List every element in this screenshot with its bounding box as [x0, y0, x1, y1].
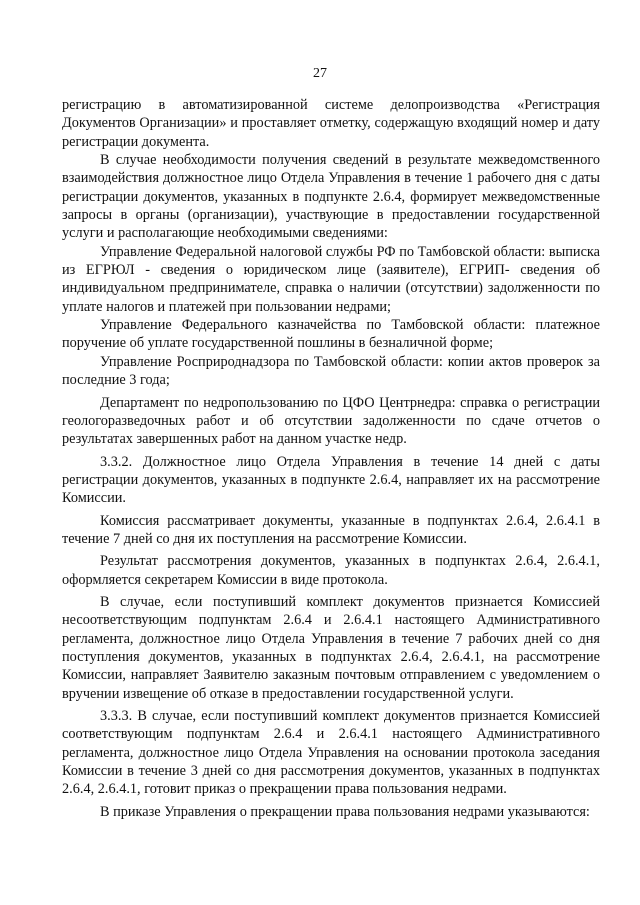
paragraph-3-3-3: 3.3.3. В случае, если поступивший комплект документов признается Комиссией соответствующим подпунктам 2.6.4 и 2.6.4.1 настоящего Административного регламента, должностное лицо Отдела Управления на основании протокола заседания Комиссии в течение 3 дней со дня рассмотрения документов, указанных в подпунктах 2.6.4, 2.6.4.1, готовит приказ о прекращении права пользования недрами. [62, 708, 600, 798]
paragraph-tsentrnedra: Департамент по недропользованию по ЦФО Центрнедра: справка о регистрации геологоразведочных работ и об отсутствии задолженности по сдаче отчетов о результатах завершенных работ на данном участке недр. [62, 394, 600, 448]
paragraph-rosprirodnadzor: Управление Росприроднадзора по Тамбовской области: копии актов проверок за последние 3 года; [62, 353, 600, 389]
paragraph-3-3-2: 3.3.2. Должностное лицо Отдела Управления в течение 14 дней с даты регистрации документов, указанных в подпункте 2.6.4, направляет их на рассмотрение Комиссии. [62, 453, 600, 507]
document-body [62, 96, 600, 821]
paragraph-commission-review: Комиссия рассматривает документы, указанные в подпунктах 2.6.4, 2.6.4.1 в течение 7 дней со дня их поступления на рассмотрение Комиссии. [62, 512, 600, 547]
paragraph-tax-service: Управление Федеральной налоговой службы РФ по Тамбовской области: выписка из ЕГРЮЛ - сведения о юридическом лице (заявителе), ЕГРИП- сведения об индивидуальном предпринимателе, справка о наличии (отсутствии) задолженности по уплате налогов и платежей при пользовании недрами; [62, 243, 600, 315]
paragraph-protocol: Результат рассмотрения документов, указанных в подпунктах 2.6.4, 2.6.4.1, оформляется секретарем Комиссии в виде протокола. [62, 553, 600, 588]
page-number: 27 [313, 66, 327, 81]
paragraph-refusal: В случае, если поступивший комплект документов признается Комиссией несоответствующим подпунктам 2.6.4 и 2.6.4.1 настоящего Административного регламента, должностное лицо Отдела Управления в течение 7 рабочих дней со дня поступления документов, указанных в подпунктах 2.6.4, 2.6.4.1, на рассмотрение Комиссии, направляет Заявителю заказным почтовым отправлением с уведомлением о вручении извещение об отказе в предоставлении государственной услуги. [62, 593, 600, 702]
paragraph-order-contents: В приказе Управления о прекращении права пользования недрами указываются: [100, 803, 590, 820]
paragraph-registration: регистрацию в автоматизированной системе делопроизводства «Регистрация Документов Организации» и проставляет отметку, содержащую входящий номер и дату регистрации документа. [62, 97, 600, 150]
paragraph-treasury: Управление Федерального казначейства по Тамбовской области: платежное поручение об уплате государственной пошлины в безналичной форме; [62, 317, 600, 352]
paragraph-interagency-requests: В случае необходимости получения сведений в результате межведомственного взаимодействия должностное лицо Отдела Управления в течение 1 рабочего дня с даты регистрации документов, указанных в подпункте 2.6.4, формирует межведомственные запросы в органы (организации), участвующие в предоставлении государственной услуги и располагающие необходимыми сведениями: [62, 152, 600, 242]
